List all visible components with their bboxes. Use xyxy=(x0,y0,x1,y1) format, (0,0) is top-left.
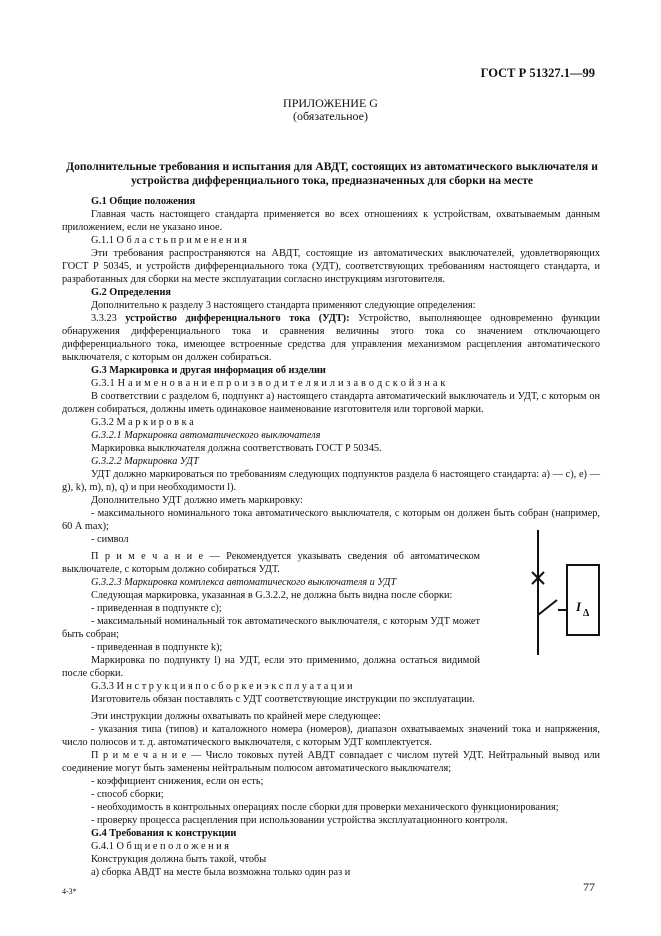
section-g322-text: УДТ должно маркироваться по требованиям следующих подпунктов раздела 6 настоящего стандарта: а) — с), е) — g), k), m), n), q) и при необходимости l). xyxy=(62,469,600,493)
standard-header: ГОСТ Р 51327.1—99 xyxy=(480,66,595,80)
section-g32-heading: G.3.2 М а р к и р о в к а xyxy=(91,417,194,428)
switch-contact xyxy=(538,600,557,615)
section-g322-additional: Дополнительно УДТ должно иметь маркировку: xyxy=(91,495,303,506)
definition-paragraph xyxy=(62,312,600,364)
document-title: Дополнительные требования и испытания для АВДТ, состоящих из автоматического выключателя и устройства дифференциального тока, предназначенных для сборки на месте xyxy=(66,160,598,187)
list-item: - необходимость в контрольных операциях после сборки для проверки механического функционирования; xyxy=(91,802,559,813)
section-g31-heading: G.3.1 Н а и м е н о в а н и е п р о и з в о д и т е л я и л и з а в о д с к о й з н а к xyxy=(91,378,446,389)
list-item: - символ xyxy=(91,534,129,545)
section-g2-text: Дополнительно к разделу 3 настоящего стандарта применяют следующие определения: xyxy=(91,300,476,311)
section-g4-heading: G.4 Требования к конструкции xyxy=(91,828,237,839)
rcd-box xyxy=(567,565,599,635)
section-g323-text: Следующая маркировка, указанная в G.3.2.2, не должна быть видна после сборки: xyxy=(91,590,453,601)
appendix-title: ПРИЛОЖЕНИЕ G xyxy=(283,96,378,110)
section-g11-text: Эти требования распространяются на АВДТ, состоящие из автоматических выключателей, удовлетворяющих ГОСТ Р 50345, и устройств дифференциального тока (УДТ), соответствующих требованиям настоящего стандарта, и разработанных для сборки на месте эксплуатации согласно инструкциям изготовителя. xyxy=(62,248,600,285)
note-text: Число токовых путей АВДТ совпадает с числом путей УДТ. Нейтральный вывод или соединение могут быть заменены нейтральным полюсом автоматического выключателя; xyxy=(62,750,601,774)
section-g33-heading: G.3.3 И н с т р у к ц и я п о с б о р к е и э к с п л у а т а ц и и xyxy=(91,681,353,692)
section-g31-text: В соответствии с разделом 6, подпункт а) настоящего стандарта автоматический выключатель и УДТ, с которым он должен собираться, должны иметь одинаковое наименование изготовителя или торговой марки. xyxy=(62,391,600,415)
document-body xyxy=(62,195,601,879)
definition-text: Устройство, выполняющее одновременно функции обнаружения дифференциального тока и сравнения величины этого тока со значением отключающего дифференциального тока, имеющее встроенные средства для управления механизмом расцепления автоматического выключателя, с которым он должен собираться. xyxy=(62,313,600,363)
note-2 xyxy=(62,749,600,775)
section-g321-text: Маркировка выключателя должна соответствовать ГОСТ Р 50345. xyxy=(91,443,382,454)
list-item: - приведенная в подпункте с); xyxy=(91,603,222,614)
section-g11-heading: G.1.1 О б л а с т ь п р и м е н е н и я xyxy=(91,235,247,246)
section-g41-heading: G.4.1 О б щ и е п о л о ж е н и я xyxy=(91,841,229,852)
section-g321-heading: G.3.2.1 Маркировка автоматического выключателя xyxy=(91,430,321,441)
section-g1-heading: G.1 Общие положения xyxy=(91,196,196,207)
section-g323-heading: G.3.2.3 Маркировка комплекса автоматического выключателя и УДТ xyxy=(91,577,397,588)
section-g3-heading: G.3 Маркировка и другая информация об изделии xyxy=(91,365,326,376)
section-g41-text: Конструкция должна быть такой, чтобы xyxy=(91,854,267,865)
section-g33-text: Изготовитель обязан поставлять с УДТ соответствующие инструкции по эксплуатации. xyxy=(91,694,475,705)
list-item: - указания типа (типов) и каталожного номера (номеров), диапазон охватываемых значений тока и напряжения, число полюсов и т. д. автоматического выключателя, с которым УДТ комплектуется. xyxy=(62,724,600,748)
section-g322-heading: G.3.2.2 Маркировка УДТ xyxy=(91,456,199,467)
list-item: - коэффициент снижения, если он есть; xyxy=(91,776,264,787)
list-item: - способ сборки; xyxy=(91,789,164,800)
list-item: а) сборка АВДТ на месте была возможна только один раз и xyxy=(91,867,351,878)
symbol-label: I xyxy=(576,599,582,614)
appendix-note: (обязательное) xyxy=(293,109,368,123)
definition-number: 3.3.23 xyxy=(91,313,117,324)
symbol-subscript: Δ xyxy=(583,608,590,619)
section-g2-heading: G.2 Определения xyxy=(91,287,171,298)
list-item: - максимального номинального тока автоматического выключателя, с которым он должен быть собран (например, 60 А max); xyxy=(62,508,600,532)
note-text: Рекомендуется указывать сведения об автоматическом выключателе, с которым должно собираться УДТ. xyxy=(62,551,481,575)
note-label: П р и м е ч а н и е — xyxy=(91,551,220,562)
list-item: - приведенная в подпункте k); xyxy=(91,642,223,653)
section-g33-text-2: Эти инструкции должны охватывать по крайней мере следующее: xyxy=(91,711,381,722)
list-item: - максимальный номинальный ток автоматического выключателя, с которым УДТ может быть собран; xyxy=(62,616,480,640)
note-1 xyxy=(62,550,480,576)
list-item: - проверку процесса расцепления при использовании устройства эксплуатационного контроля. xyxy=(91,815,508,826)
appendix-heading xyxy=(0,97,661,123)
footer-left: 4-3* xyxy=(62,887,77,896)
note-label: П р и м е ч а н и е — xyxy=(91,750,202,761)
definition-term: устройство дифференциального тока (УДТ): xyxy=(125,313,350,324)
list-item: Маркировка по подпункту l) на УДТ, если это применимо, должна остаться видимой после сборки. xyxy=(62,655,480,679)
section-g1-text: Главная часть настоящего стандарта применяется во всех отношениях к устройствам, охватываемым данным приложением, если не указано иное. xyxy=(62,209,600,233)
rcd-symbol-diagram xyxy=(525,530,605,655)
page-number: 77 xyxy=(583,880,595,894)
